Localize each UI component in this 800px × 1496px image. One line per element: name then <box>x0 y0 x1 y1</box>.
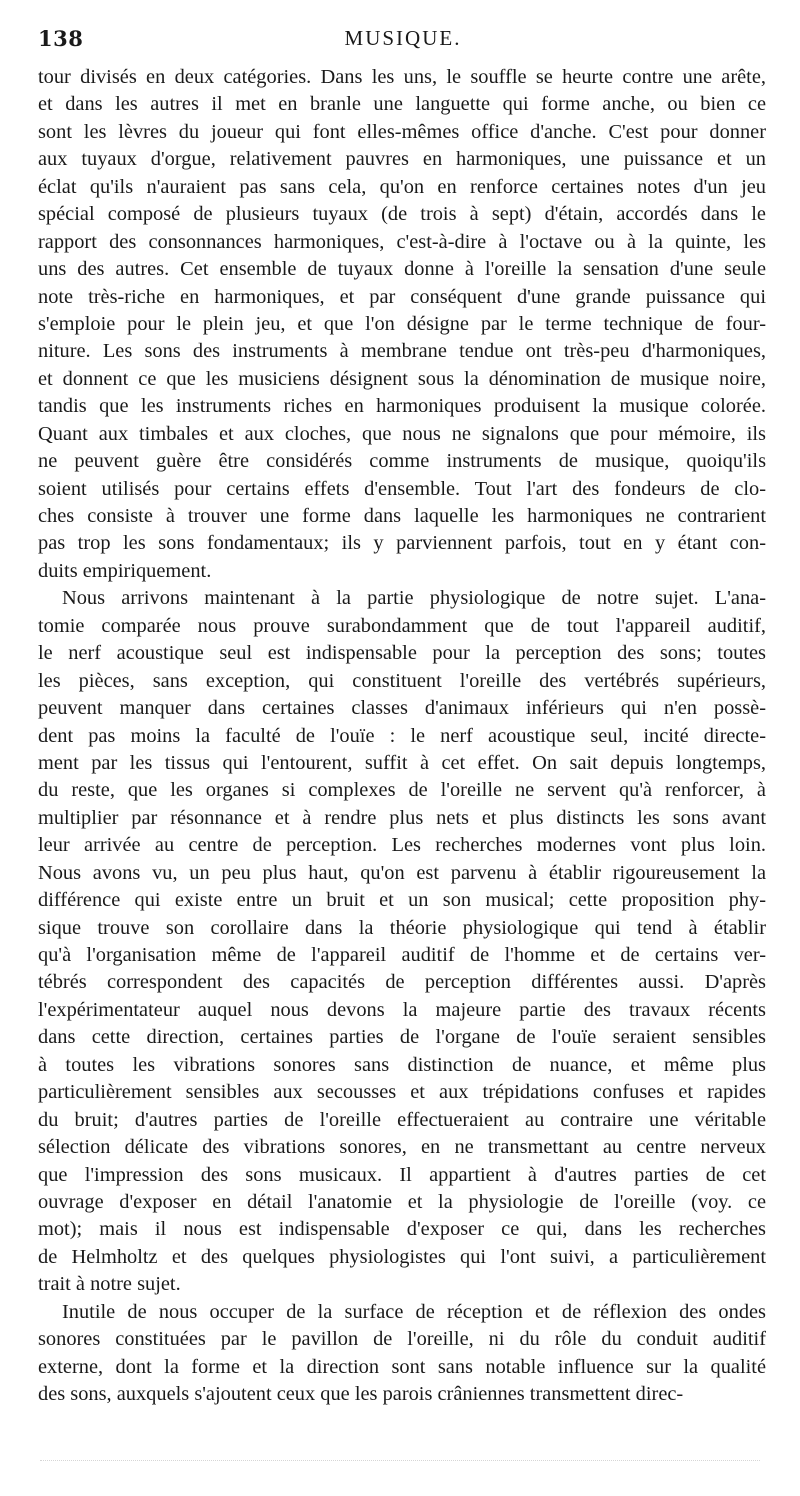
text-line: sonores constituées par le pavillon de l'oreille, ni du rôle du conduit auditif <box>38 1328 766 1351</box>
body-text <box>38 64 766 1408</box>
text-line: l'expérimentateur auquel nous devons la majeure partie des travaux récents <box>38 998 766 1021</box>
text-line: sélection délicate des vibrations sonores, en ne transmettant au centre nerveux <box>38 1136 766 1159</box>
text-line: éclat qu'ils n'auraient pas sans cela, qu'on en renforce certaines notes d'un jeu <box>38 175 766 198</box>
text-line: ne peuvent guère être considérés comme instruments de musique, quoiqu'ils <box>38 450 766 473</box>
text-line: du reste, que les organes si complexes de l'oreille ne servent qu'à renforcer, à <box>38 779 766 802</box>
text-line: leur arrivée au centre de perception. Les recherches modernes vont plus loin. <box>38 834 766 857</box>
text-line: mot); mais il nous est indispensable d'exposer ce qui, dans les recherches <box>38 1218 766 1241</box>
text-line: particulièrement sensibles aux secousses et aux trépidations confuses et rapides <box>38 1081 766 1104</box>
bottom-scan-marks <box>40 1460 760 1467</box>
paragraph-1 <box>38 64 766 585</box>
text-line: externe, dont la forme et la direction sont sans notable influence sur la qualité <box>38 1355 766 1378</box>
text-line: que l'impression des sons musicaux. Il appartient à d'autres parties de cet <box>38 1163 766 1186</box>
page-number: 138 <box>38 26 84 51</box>
text-line: ment par les tissus qui l'entourent, suffit à cet effet. On sait depuis longtemps, <box>38 751 766 774</box>
text-line: Quant aux timbales et aux cloches, que nous ne signalons que pour mémoire, ils <box>38 422 766 445</box>
text-line: ches consiste à trouver une forme dans laquelle les harmoniques ne contrarient <box>38 505 766 527</box>
text-line: sont les lèvres du joueur qui font elles-mêmes office d'anche. C'est pour donner <box>38 120 766 143</box>
text-line: Inutile de nous occuper de la surface de réception et de réflexion des ondes <box>62 1300 766 1323</box>
text-line: Nous arrivons maintenant à la partie physiologique de notre sujet. L'ana- <box>62 587 766 610</box>
text-line: spécial composé de plusieurs tuyaux (de trois à sept) d'étain, accordés dans le <box>38 203 766 226</box>
text-line: dent pas moins la faculté de l'ouïe : le nerf acoustique seul, incité directe- <box>38 724 766 747</box>
text-line: le nerf acoustique seul est indispensable pour la perception des sons; toutes <box>38 642 766 665</box>
text-line: à toutes les vibrations sonores sans distinction de nuance, et même plus <box>38 1053 766 1076</box>
text-line: s'emploie pour le plein jeu, et que l'on désigne par le terme technique de four- <box>38 312 766 335</box>
text-line: et dans les autres il met en branle une languette qui forme anche, ou bien ce <box>38 93 766 116</box>
page-header <box>38 26 768 56</box>
text-line: niture. Les sons des instruments à membrane tendue ont très-peu d'harmoniques, <box>38 340 766 363</box>
text-line: du bruit; d'autres parties de l'oreille effectueraient au contraire une véritable <box>38 1108 766 1131</box>
text-line: qu'à l'organisation même de l'appareil auditif de l'homme et de certains ver- <box>38 944 766 966</box>
text-line: aux tuyaux d'orgue, relativement pauvres en harmoniques, une puissance et un <box>38 148 766 171</box>
paragraph-3 <box>38 1299 766 1409</box>
text-line: pas trop les sons fondamentaux; ils y parviennent parfois, tout en y étant con- <box>38 532 766 555</box>
text-line: trait à notre sujet. <box>38 1273 181 1296</box>
text-line: les pièces, sans exception, qui constituent l'oreille des vertébrés supérieurs, <box>38 669 766 692</box>
text-line: dans cette direction, certaines parties de l'organe de l'ouïe seraient sensibles <box>38 1026 766 1049</box>
text-line: note très-riche en harmoniques, et par conséquent d'une grande puissance qui <box>38 285 766 308</box>
text-line: tébrés correspondent des capacités de perception différentes aussi. D'après <box>38 971 766 994</box>
text-line: sique trouve son corollaire dans la théorie physiologique qui tend à établir <box>38 916 766 939</box>
text-line: uns des autres. Cet ensemble de tuyaux donne à l'oreille la sensation d'une seule <box>38 258 766 281</box>
text-line: ouvrage d'exposer en détail l'anatomie et la physiologie de l'oreille (voy. ce <box>38 1190 766 1213</box>
text-line: rapport des consonnances harmoniques, c'est-à-dire à l'octave ou à la quinte, les <box>38 230 766 253</box>
text-line: différence qui existe entre un bruit et un son musical; cette proposition phy- <box>38 889 766 912</box>
text-line: des sons, auxquels s'ajoutent ceux que les parois crâniennes transmettent direc- <box>38 1383 684 1405</box>
text-line: et donnent ce que les musiciens désignent sous la dénomination de musique noire, <box>38 367 766 390</box>
running-head: MUSIQUE. <box>344 26 462 50</box>
text-line: tour divisés en deux catégories. Dans les uns, le souffle se heurte contre une arête, <box>38 66 766 88</box>
text-line: tandis que les instruments riches en harmoniques produisent la musique colorée. <box>38 395 766 418</box>
text-line: Nous avons vu, un peu plus haut, qu'on est parvenu à établir rigoureusement la <box>38 861 766 884</box>
text-line: duits empiriquement. <box>38 559 212 582</box>
text-line: peuvent manquer dans certaines classes d'animaux inférieurs qui n'en possè- <box>38 697 766 720</box>
text-line: soient utilisés pour certains effets d'ensemble. Tout l'art des fondeurs de clo- <box>38 477 766 500</box>
text-line: tomie comparée nous prouve surabondamment que de tout l'appareil auditif, <box>38 614 766 637</box>
text-line: multiplier par résonnance et à rendre plus nets et plus distincts les sons avant <box>38 806 766 829</box>
text-line: de Helmholtz et des quelques physiologistes qui l'ont suivi, a particulièrement <box>38 1245 766 1268</box>
paragraph-2 <box>38 585 766 1298</box>
